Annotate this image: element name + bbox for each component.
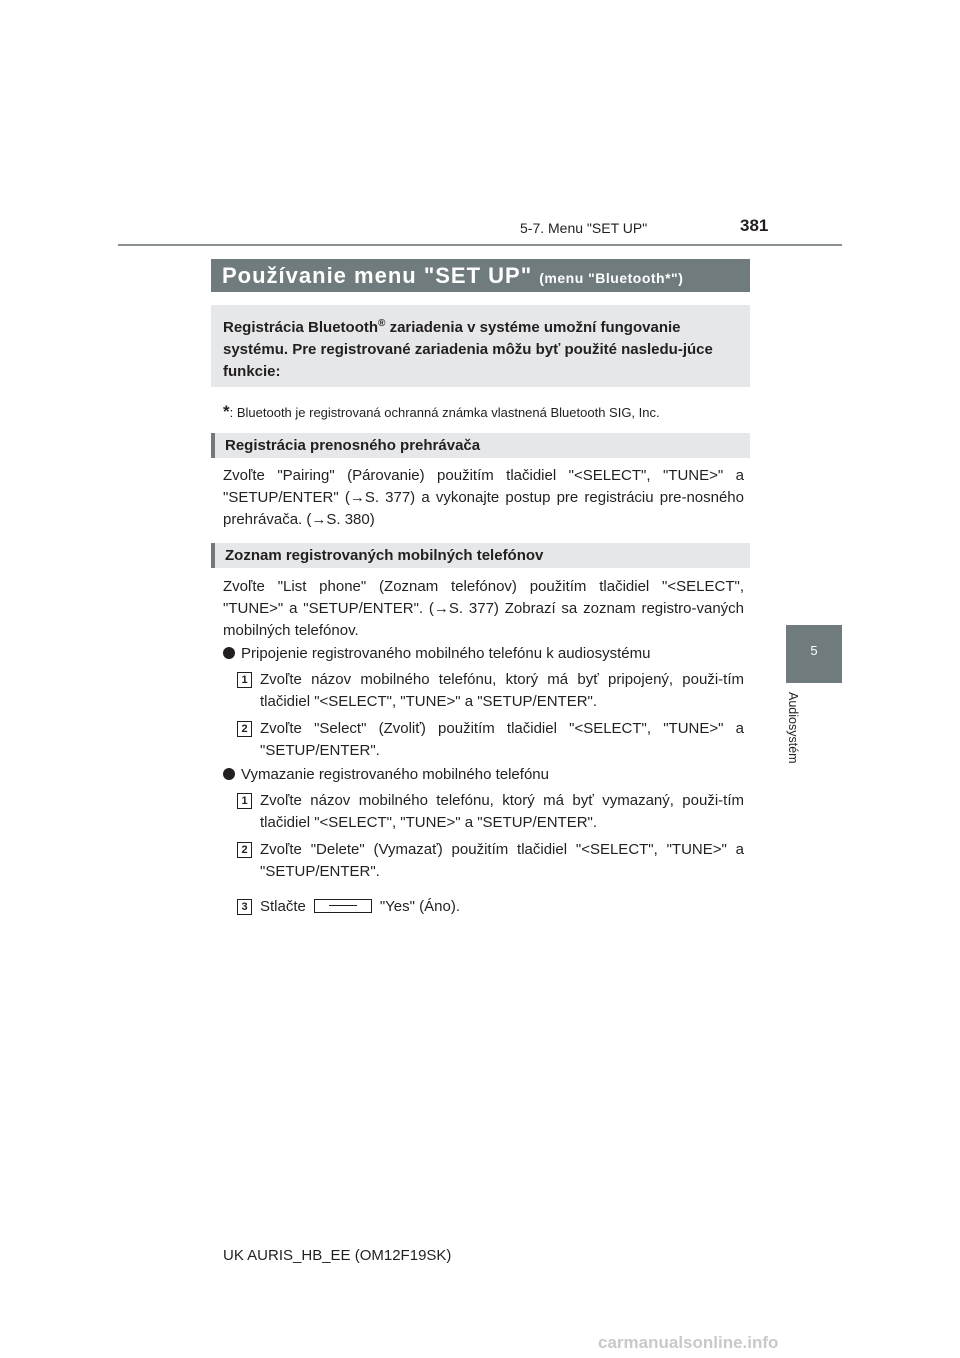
intro-part1: Registrácia Bluetooth — [223, 319, 379, 336]
section-phones-text: Zvoľte "List phone" (Zoznam telefónov) použitím tlačidiel "<SELECT", "TUNE>" a "SETUP/ENTER". (→S. 377) Zobrazí sa zoznam registro-vaných mobilných telefónov. — [223, 578, 744, 639]
bullet-dot — [223, 647, 235, 659]
step-text: Zvoľte "Delete" (Vymazať) použitím tlačidiel "<SELECT", "TUNE>" a "SETUP/ENTER". — [260, 841, 744, 880]
footnote-star: * — [223, 402, 230, 421]
chapter-number: 5 — [810, 643, 818, 658]
step-text-after: "Yes" (Áno). — [379, 898, 460, 915]
bullet-connect-text: Pripojenie registrovaného mobilného telefónu k audiosystému — [241, 645, 651, 662]
section-heading-phones — [211, 543, 750, 568]
section-heading-player — [211, 433, 750, 458]
chapter-tab — [786, 625, 842, 683]
chapter-label — [786, 692, 804, 782]
registered-mark: ® — [378, 318, 386, 329]
page-heading-text — [222, 263, 683, 289]
bullet-delete-text: Vymazanie registrovaného mobilného telefónu — [241, 766, 549, 783]
footnote — [223, 402, 660, 422]
step-text: Zvoľte "Select" (Zvoliť) použitím tlačidiel "<SELECT", "TUNE>" a "SETUP/ENTER". — [260, 720, 744, 759]
step-text — [260, 896, 744, 918]
step-number: 2 — [237, 842, 252, 858]
chapter-label-text: Audiosystém — [786, 692, 800, 764]
intro-part2: zariadenia v systéme umožní fungovanie systému. Pre registrované zariadenia môžu byť použité nasledu-júce funkcie: — [223, 319, 713, 380]
step-number: 2 — [237, 721, 252, 737]
step-number: 1 — [237, 793, 252, 809]
back-button-icon — [314, 899, 372, 913]
model-code: UK AURIS_HB_EE (OM12F19SK) — [223, 1247, 452, 1264]
header-divider — [118, 244, 842, 246]
step-number: 3 — [237, 899, 252, 915]
step-text-before: Stlačte — [260, 898, 306, 915]
bullet-dot — [223, 768, 235, 780]
watermark: carmanualsonline.info — [598, 1333, 779, 1352]
heading-sub: (menu "Bluetooth*") — [539, 270, 684, 286]
step-text: Zvoľte názov mobilného telefónu, ktorý má byť pripojený, použi-tím tlačidiel "<SELECT", "TUNE>" a "SETUP/ENTER". — [260, 671, 744, 710]
intro-text — [223, 313, 743, 383]
intro-box — [211, 305, 750, 387]
page-number: 381 — [740, 216, 769, 235]
step-text: Zvoľte názov mobilného telefónu, ktorý má byť vymazaný, použi-tím tlačidiel "<SELECT", "TUNE>" a "SETUP/ENTER". — [260, 792, 744, 831]
bullet-connect — [223, 643, 744, 665]
section-player-text: Zvoľte "Pairing" (Párovanie) použitím tlačidiel "<SELECT", "TUNE>" a "SETUP/ENTER" (→S. 377) a vykonajte postup pre registráciu pre-nosného prehrávača. (→S. 380) — [223, 467, 744, 528]
section-heading-player-text: Registrácia prenosného prehrávača — [225, 437, 481, 454]
section-heading-phones-text: Zoznam registrovaných mobilných telefónov — [225, 547, 544, 564]
bullet-delete — [223, 764, 744, 786]
page-heading — [211, 259, 750, 292]
section-title: 5-7. Menu "SET UP" — [520, 220, 648, 236]
step-number: 1 — [237, 672, 252, 688]
footnote-text: : Bluetooth je registrovaná ochranná známka vlastnená Bluetooth SIG, Inc. — [229, 405, 660, 420]
heading-main: Používanie menu "SET UP" — [222, 263, 533, 288]
